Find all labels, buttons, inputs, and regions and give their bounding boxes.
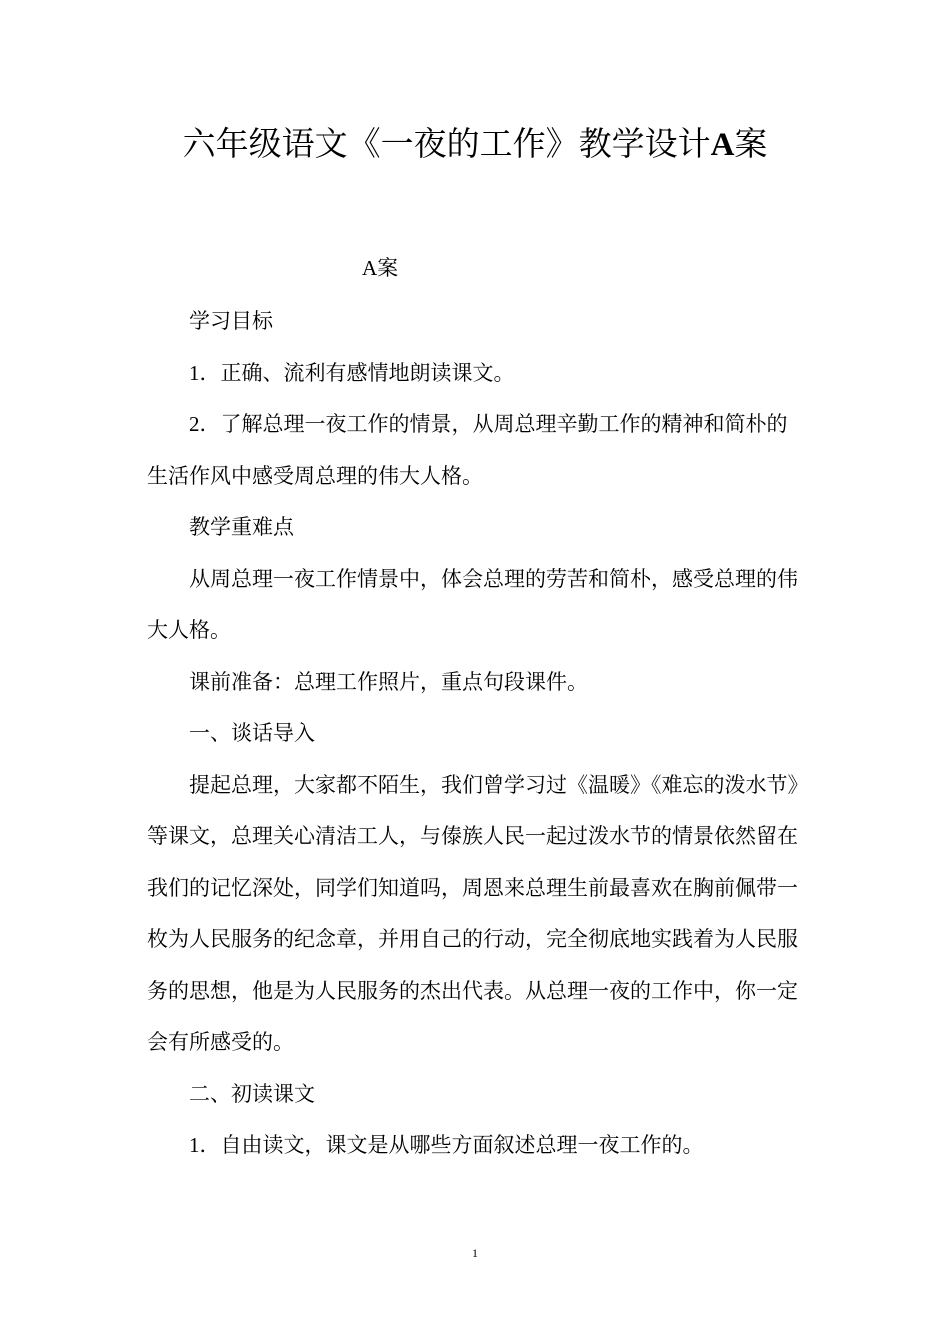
item-number: 1 [189,1133,200,1157]
key-points-paragraph: 从周总理一夜工作情景中，体会总理的劳苦和简朴，感受总理的伟大人格。 [147,566,798,642]
title-suffix: 案 [734,124,768,163]
subtitle-suffix: 案 [377,256,399,280]
section-heading-first-reading: 二、初读课文 [189,1081,315,1106]
title-latin: A [710,127,735,163]
preparation-paragraph: 课前准备：总理工作照片，重点句段课件。 [189,669,588,694]
item-number: 1 [189,360,200,385]
section-heading-key-points: 教学重难点 [189,515,294,539]
document-body [147,296,807,1172]
section-heading-objectives: 学习目标 [189,309,273,333]
document-subtitle [362,252,398,284]
page-number: 1 [472,1246,478,1260]
objective-item-2: 2．了解总理一夜工作的情景，从周总理辛勤工作的精神和简朴的生活作风中感受周总理的伟大人格。 [147,412,788,488]
introduction-paragraph: 提起总理，大家都不陌生，我们曾学习过《温暖》《难忘的泼水节》等课文，总理关心清洁工人，与傣族人民一起过泼水节的情景依然留在我们的记忆深处，同学们知道吗，周恩来总理生前最喜欢在胸前佩带一枚为人民服务的纪念章，并用自己的行动，完全彻底地实践着为人民服务的思想，他是为人民服务的杰出代表。从总理一夜的工作中，你一定会有所感受的。 [147,772,798,1054]
item-number: 2 [189,412,200,436]
title-prefix: 六年级语文《一夜的工作》教学设计 [182,124,711,163]
section-heading-introduction: 一、谈话导入 [189,721,315,745]
subtitle-latin: A [362,256,378,280]
reading-item-1: 1．自由读文，课文是从哪些方面叙述总理一夜工作的。 [189,1133,704,1157]
document-title [0,118,950,171]
objective-item-1: 1．正确、流利有感情地朗读课文。 [189,360,515,385]
